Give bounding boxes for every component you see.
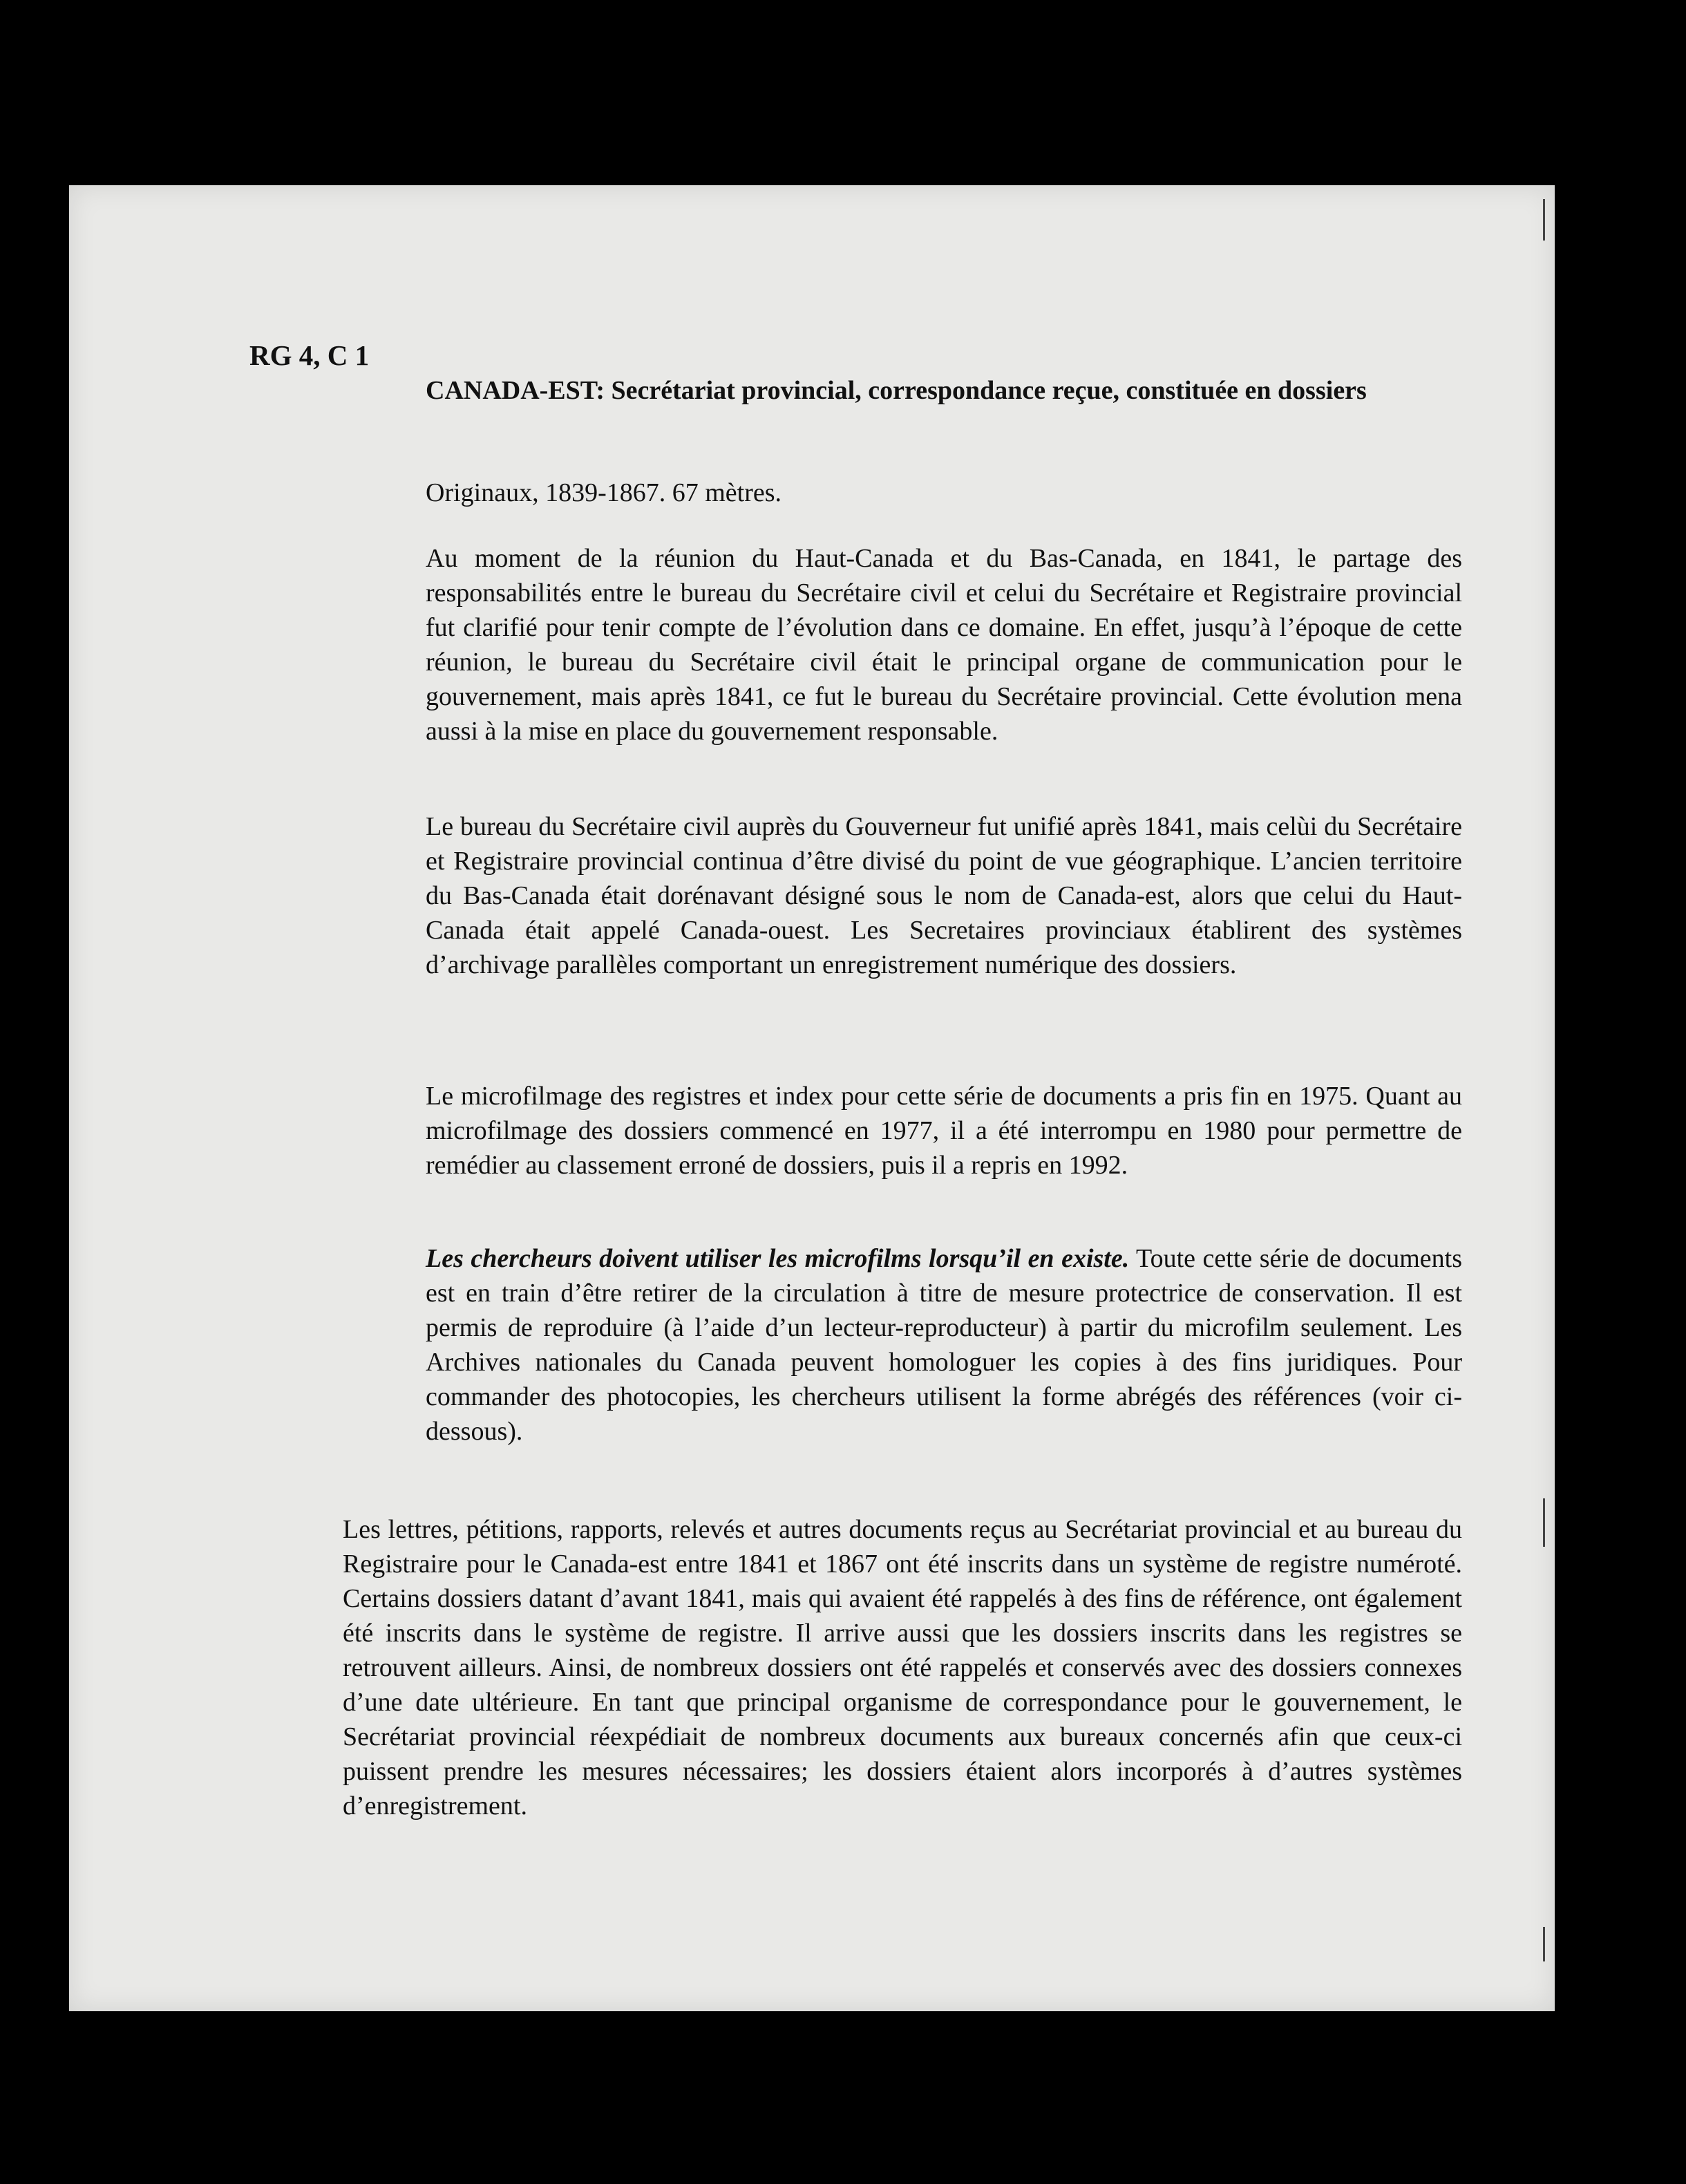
page-edge-mark: [1543, 199, 1545, 241]
extent-line: Originaux, 1839-1867. 67 mètres.: [426, 478, 782, 507]
paragraph-researchers: [426, 1241, 1462, 1449]
document-page: [69, 185, 1555, 2011]
page-edge-mark: [1543, 1498, 1545, 1547]
document-title: CANADA-EST: Secrétariat provincial, correspondance reçue, constituée en dossiers: [426, 376, 1367, 405]
researchers-text: Toute cette série de documents est en train d’être retirer de la circulation à titre de mesure protectrice de conservation. Il est permis de reproduire (à l’aide d’un lecteur-reproducteur) à partir du microfilm seulement. Les Archives nationales du Canada peuvent homologuer les copies à des fins juridiques. Pour commander des photocopies, les chercheurs utilisent la forme abrégés des références (voir ci-dessous).: [426, 1244, 1462, 1446]
paragraph-registry: Les lettres, pétitions, rapports, relevés et autres documents reçus au Secrétariat provincial et au bureau du Registraire pour le Canada-est entre 1841 et 1867 ont été inscrits dans un système de registre numéroté. Certains dossiers datant d’avant 1841, mais qui avaient été rappelés à des fins de référence, ont également été inscrits dans le système de registre. Il arrive aussi que les dossiers inscrits dans les registres se retrouvent ailleurs. Ainsi, de nombreux dossiers ont été rappelés et conservés avec des dossiers connexes d’une date ultérieure. En tant que principal organisme de correspondance pour le gouvernement, le Secrétariat provincial réexpédiait de nombreux documents aux bureaux concernés afin que ceux-ci puissent prendre les mesures nécessaires; les dossiers étaient alors incorporés à d’autres systèmes d’enregistrement.: [343, 1515, 1462, 1820]
paragraph-division: Le bureau du Secrétaire civil auprès du Gouverneur fut unifié après 1841, mais celùi du Secrétaire et Registraire provincial continua d’être divisé du point de vue géographique. L’ancien territoire du Bas-Canada était dorénavant désigné sous le nom de Canada-est, alors que celui du Haut-Canada était appelé Canada-ouest. Les Secretaires provinciaux établirent des systèmes d’archivage parallèles comportant un enregistrement numérique des dossiers.: [426, 812, 1462, 979]
paragraph-microfilming: Le microfilmage des registres et index pour cette série de documents a pris fin en 1975. Quant au microfilmage des dossiers commencé en 1977, il a été interrompu en 1980 pour permettre de remédier au classement erroné de dossiers, puis il a repris en 1992.: [426, 1082, 1462, 1180]
paragraph-union: Au moment de la réunion du Haut-Canada et du Bas-Canada, en 1841, le partage des responsabilités entre le bureau du Secrétaire civil et celui du Secrétaire et Registraire provincial fut clarifié pour tenir compte de l’évolution dans ce domaine. En effet, jusqu’à l’époque de cette réunion, le bureau du Secrétaire civil était le principal organe de communication pour le gouvernement, mais après 1841, ce fut le bureau du Secrétaire provincial. Cette évolution mena aussi à la mise en place du gouvernement responsable.: [426, 544, 1462, 746]
researchers-emphasis: Les chercheurs doivent utiliser les microfilms lorsqu’il en existe.: [426, 1244, 1130, 1273]
record-group-reference: RG 4, C 1: [249, 339, 370, 371]
page-edge-mark: [1543, 1927, 1545, 1961]
